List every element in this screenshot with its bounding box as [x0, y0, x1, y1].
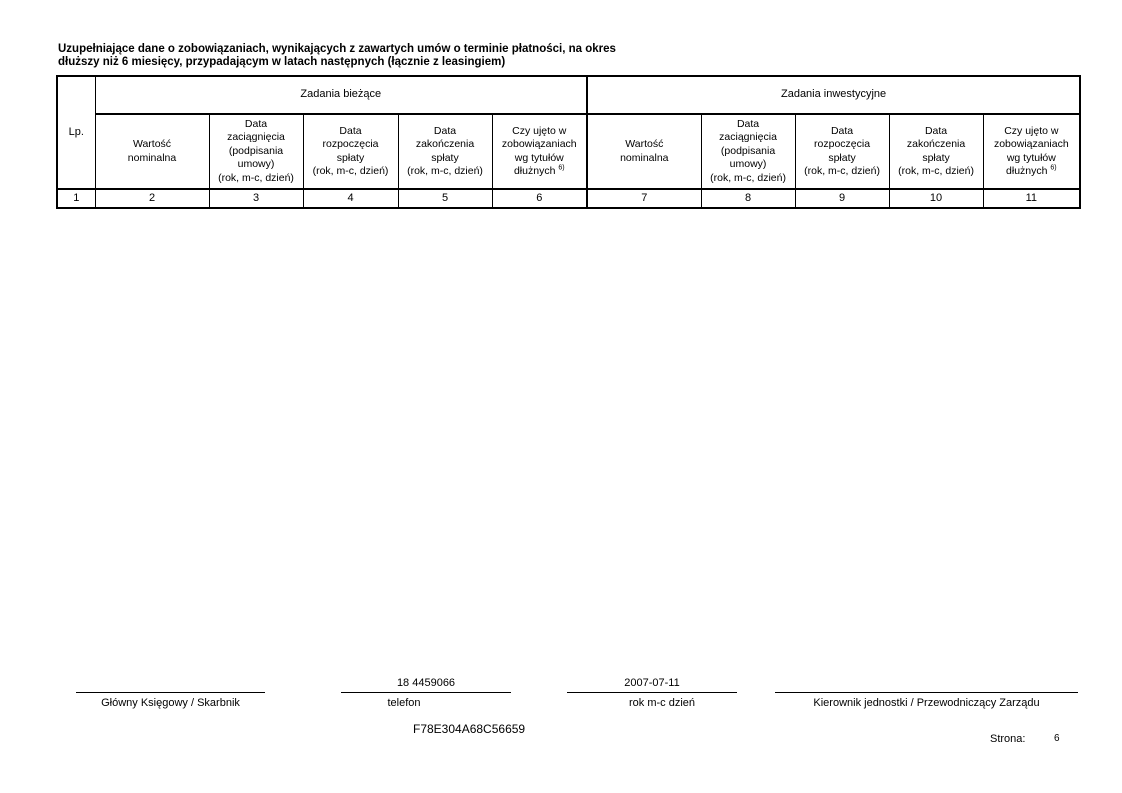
accountant-signature-line: [76, 692, 265, 693]
header-line: Data: [736, 117, 760, 130]
group-current-tasks: Zadania bieżące: [95, 76, 587, 114]
head-label: Kierownik jednostki / Przewodniczący Zarządu: [813, 697, 1040, 709]
header-line: zaciągnięcia: [719, 131, 777, 144]
liabilities-table: [56, 75, 1081, 209]
page-number: 6: [1054, 733, 1060, 744]
phone-value: 18 4459066: [396, 677, 456, 689]
footnote-mark: 6): [1050, 164, 1057, 172]
investment-nominal-value-header: [587, 114, 701, 189]
header-line: nominalna: [127, 151, 177, 164]
header-line: (rok, m-c, dzień): [407, 165, 483, 177]
header-line: zobowiązaniach: [501, 138, 577, 150]
current-repayment-start-date-header: [303, 114, 398, 189]
header-line: zakończenia: [906, 138, 966, 150]
report-title: [58, 43, 758, 69]
current-signing-date-header: [209, 114, 303, 189]
column-number-2: 2: [95, 189, 209, 208]
phone-line: [341, 692, 511, 693]
header-line: Wartość: [132, 138, 172, 150]
header-line: Data: [244, 117, 268, 130]
column-number-11: 11: [983, 189, 1080, 208]
header-line: Data: [433, 124, 457, 137]
column-number-4: 4: [303, 189, 398, 208]
document-code: F78E304A68C56659: [413, 722, 526, 736]
investment-debt-instruments-flag-header: [983, 114, 1080, 189]
lp-header: Lp.: [57, 76, 95, 189]
header-line: Data: [830, 124, 854, 137]
phone-label: telefon: [387, 697, 421, 709]
header-line: nominalna: [620, 151, 669, 164]
column-number-6: 6: [492, 189, 587, 208]
column-number-10: 10: [889, 189, 983, 208]
header-line: zobowiązaniach: [993, 138, 1069, 150]
header-line: (rok, m-c, dzień): [898, 165, 974, 177]
header-line: umowy): [729, 158, 767, 171]
title-line-1: Uzupełniające dane o zobowiązaniach, wynikających z zawartych umów o terminie płatności, na okres: [58, 43, 616, 55]
header-line: rozpoczęcia: [322, 138, 379, 150]
head-signature-line: [775, 692, 1078, 693]
header-line: Czy ujęto w: [512, 124, 567, 137]
header-line: spłaty: [922, 151, 950, 164]
header-line: [493, 165, 587, 179]
column-number-9: 9: [795, 189, 889, 208]
header-line: rozpoczęcia: [814, 138, 871, 150]
header-line: zaciągnięcia: [227, 131, 285, 144]
accountant-label: Główny Księgowy / Skarbnik: [101, 697, 240, 709]
header-line: umowy): [237, 158, 275, 171]
title-line-2: dłuższy niż 6 miesięcy, przypadającym w latach następnych (łącznie z leasingiem): [58, 56, 506, 68]
header-line: (rok, m-c, dzień): [312, 165, 389, 177]
header-line: (podpisania: [720, 144, 776, 157]
date-line: [567, 692, 737, 693]
header-line: wg tytułów: [1006, 151, 1056, 164]
column-number-8: 8: [701, 189, 795, 208]
column-number-7: 7: [587, 189, 701, 208]
current-repayment-end-date-header: [398, 114, 492, 189]
current-debt-instruments-flag-header: [492, 114, 587, 189]
column-number-1: 1: [57, 189, 95, 208]
header-line: wg tytułów: [514, 151, 564, 164]
header-line: (rok, m-c, dzień): [804, 165, 880, 177]
date-value: 2007-07-11: [624, 677, 680, 689]
header-line: spłaty: [828, 151, 856, 164]
header-line: spłaty: [336, 151, 365, 164]
header-line: Czy ujęto w: [1004, 124, 1059, 137]
header-line-text: dłużnych: [513, 165, 556, 177]
investment-signing-date-header: [701, 114, 795, 189]
group-investment-tasks: Zadania inwestycyjne: [587, 76, 1080, 114]
current-nominal-value-header: [95, 114, 209, 189]
column-number-3: 3: [209, 189, 303, 208]
date-label: rok m-c dzień: [628, 697, 696, 709]
header-line-text: dłużnych: [1006, 165, 1048, 177]
investment-repayment-start-date-header: [795, 114, 889, 189]
footnote-mark: 6): [558, 164, 565, 172]
header-line: Wartość: [625, 138, 664, 150]
header-line: zakończenia: [415, 138, 475, 150]
investment-repayment-end-date-header: [889, 114, 983, 189]
column-number-5: 5: [398, 189, 492, 208]
header-line: (podpisania: [228, 144, 284, 157]
header-line: [984, 165, 1080, 179]
header-line: Data: [924, 124, 948, 137]
header-line: (rok, m-c, dzień): [218, 171, 294, 184]
header-line: Data: [339, 124, 362, 137]
header-line: (rok, m-c, dzień): [710, 171, 786, 184]
header-line: spłaty: [431, 151, 459, 164]
page-label: Strona:: [990, 733, 1026, 745]
